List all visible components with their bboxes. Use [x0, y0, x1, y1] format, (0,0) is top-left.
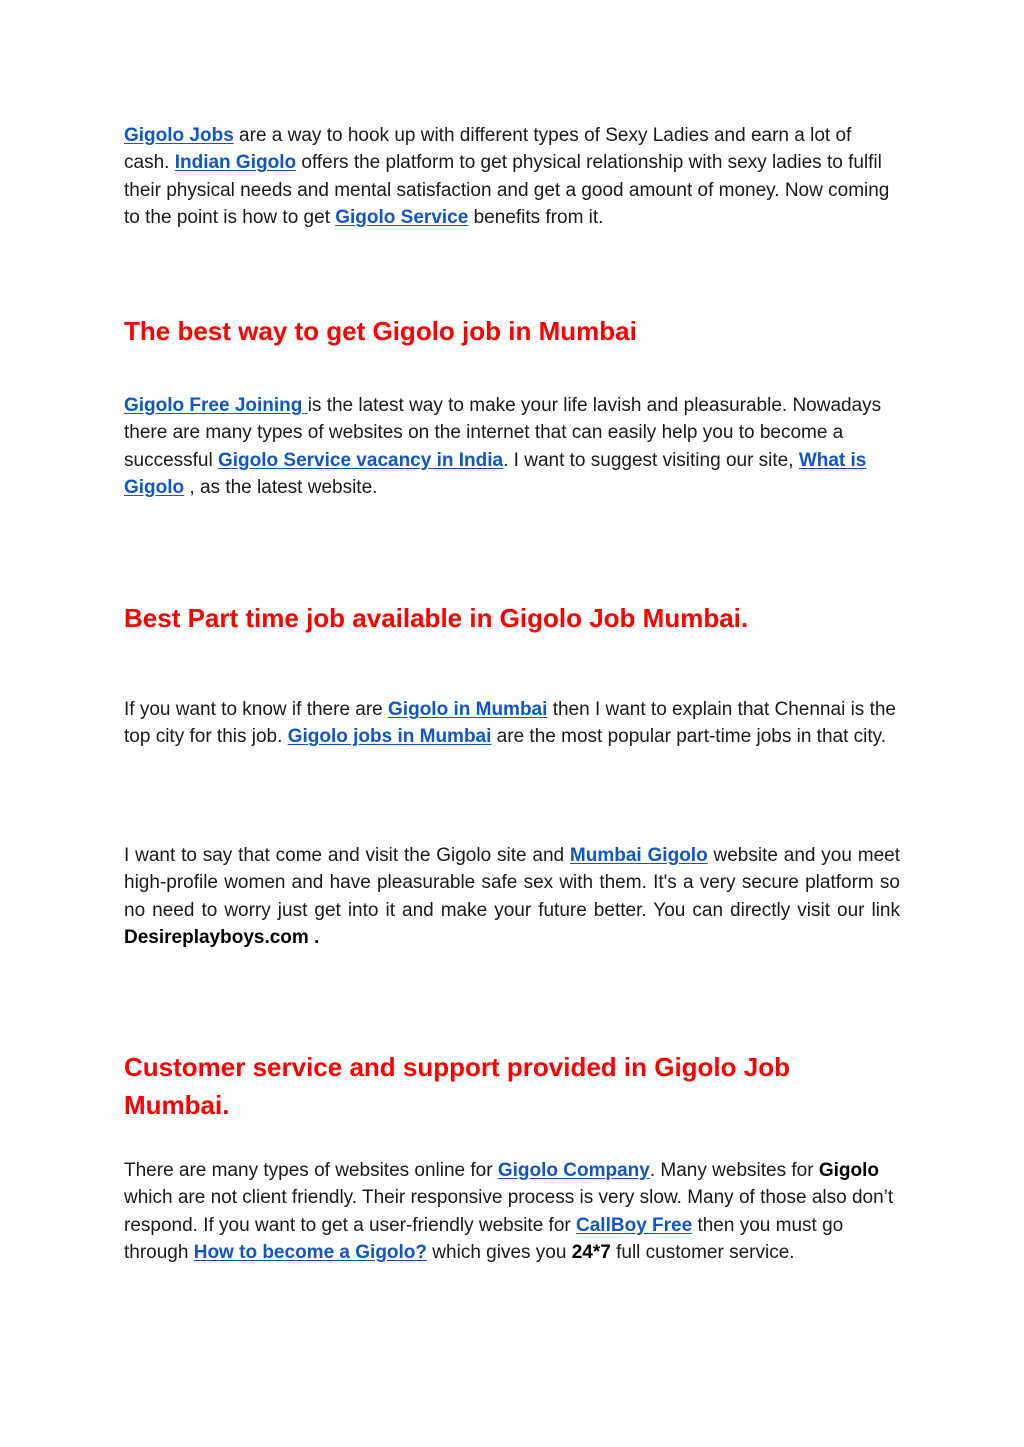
gigolo-jobs-in-mumbai-link[interactable]: Gigolo jobs in Mumbai — [287, 726, 492, 748]
section-heading-best-way: The best way to get Gigolo job in Mumbai — [124, 316, 637, 346]
text-span: is the latest way to make your life lavish and pleasurable. Nowadays there are many types of websites on the internet that can easily help you to become a successful — [124, 395, 882, 471]
gigolo-service-link[interactable]: Gigolo Service — [335, 206, 469, 228]
indian-gigolo-link[interactable]: Indian Gigolo — [174, 152, 297, 174]
text-span: are the most popular part-time jobs in that city. — [491, 726, 887, 748]
text-span: which are not client friendly. Their responsive process is very slow. Many of those also don’t respond. If you want to get a user-friendly website for — [124, 1187, 894, 1236]
section-heading-part-time: Best Part time job available in Gigolo Job Mumbai. — [124, 603, 749, 633]
site-name-bold: Desireplayboys.com . — [124, 926, 320, 948]
how-to-become-gigolo-link[interactable]: How to become a Gigolo? — [193, 1241, 428, 1263]
section-heading-customer-service: Customer service and support provided in Gigolo Job Mumbai. — [124, 1052, 790, 1120]
text-span: If you want to know if there are — [124, 699, 389, 720]
gigolo-in-mumbai-link[interactable]: Gigolo in Mumbai — [388, 699, 548, 720]
text-span: . Many websites for — [649, 1160, 819, 1181]
customer-service-paragraph — [124, 1157, 900, 1266]
text-span: website and you meet high-profile women and have pleasurable safe sex with them. It's a very secure platform so no need to worry just get into it and make your future better. You can directly visit our link — [124, 845, 900, 921]
text-span: offers the platform to get physical relationship with sexy ladies to fulfil their physical needs and mental satisfaction and get a good amount of money. Now coming to the point is how to get — [124, 152, 890, 228]
visit-site-paragraph — [124, 842, 900, 951]
gigolo-free-joining-link[interactable]: Gigolo Free Joining — [124, 395, 308, 416]
text-span: full customer service. — [610, 1241, 795, 1263]
text-span: which gives you — [427, 1241, 572, 1263]
gigolo-bold: Gigolo — [818, 1160, 879, 1181]
what-is-gigolo-link[interactable]: What is Gigolo — [124, 449, 867, 498]
callboy-free-link[interactable]: CallBoy Free — [576, 1214, 693, 1236]
support-hours-bold: 24*7 — [571, 1241, 611, 1263]
free-joining-paragraph — [124, 392, 900, 501]
text-span: . I want to suggest visiting our site, — [503, 449, 799, 471]
gigolo-company-link[interactable]: Gigolo Company — [497, 1160, 650, 1181]
gigolo-service-vacancy-link[interactable]: Gigolo Service vacancy in India — [217, 449, 504, 471]
mumbai-gigolo-link[interactable]: Mumbai Gigolo — [569, 845, 708, 866]
text-span: I want to say that come and visit the Gigolo site and — [124, 845, 570, 866]
text-span: then you must go through — [124, 1214, 844, 1263]
intro-paragraph — [124, 122, 900, 231]
mumbai-paragraph — [124, 696, 900, 751]
text-span: are a way to hook up with different types of Sexy Ladies and earn a lot of cash. — [124, 125, 852, 174]
gigolo-jobs-link[interactable]: Gigolo Jobs — [124, 125, 234, 146]
text-span: benefits from it. — [468, 206, 604, 228]
text-span: , as the latest website. — [184, 476, 378, 498]
text-span: then I want to explain that Chennai is the top city for this job. — [124, 699, 896, 748]
text-span: There are many types of websites online for — [124, 1160, 498, 1181]
